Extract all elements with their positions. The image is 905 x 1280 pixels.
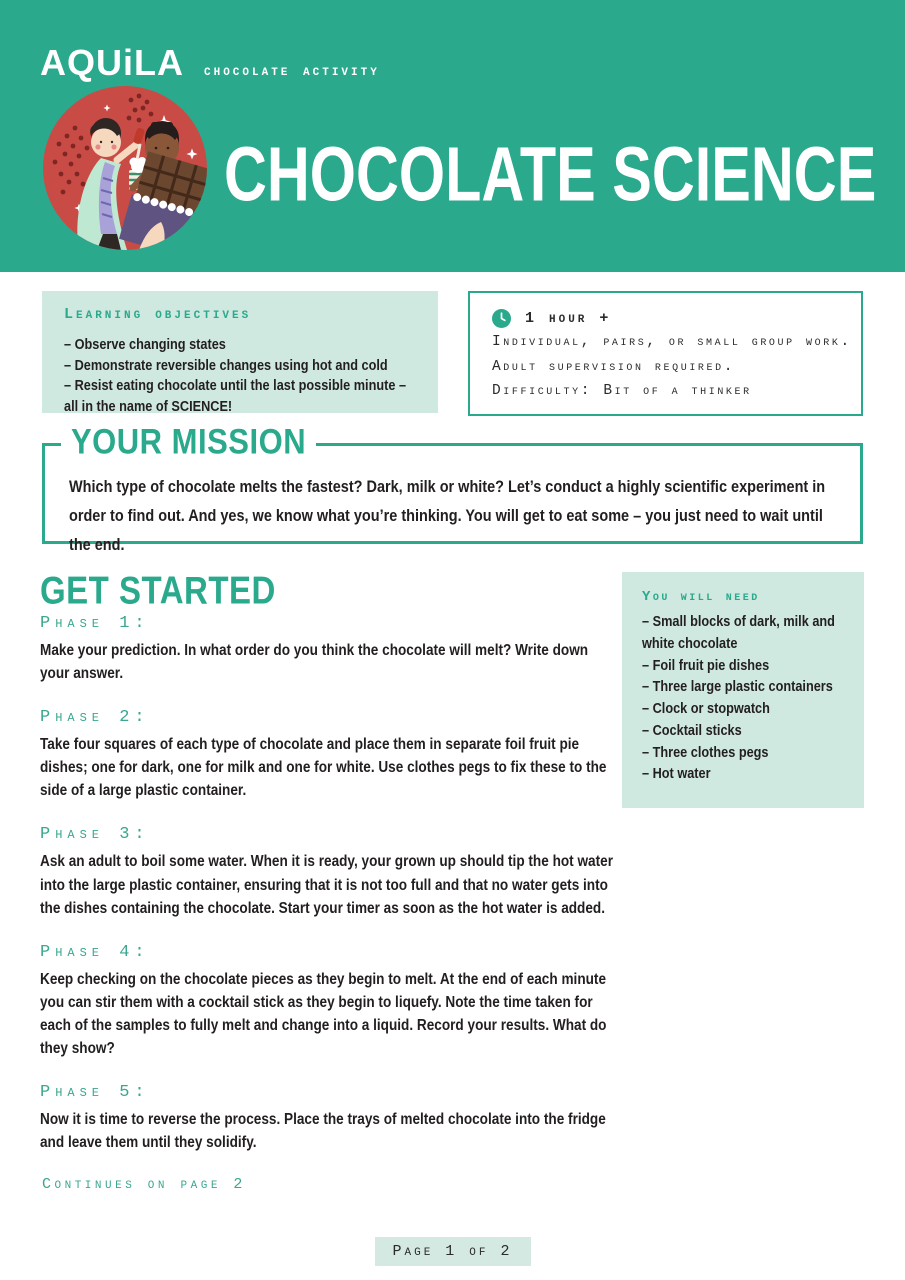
phase-body: Ask an adult to boil some water. When it is ready, your grown up should tip the hot water into the large plastic container, ensuring that it is not too full and that no water gets into the dishes containing the chocolate. Start your timer as soon as the hot water is added. <box>40 853 614 917</box>
need-item: – Foil fruit pie dishes <box>642 657 770 674</box>
need-item: – Clock or stopwatch <box>642 701 770 717</box>
phase-block <box>40 614 618 685</box>
learning-objectives-box <box>42 291 438 413</box>
duration-row <box>492 309 839 328</box>
phase-block <box>40 1083 618 1154</box>
need-item: – Three large plastic containers <box>642 679 833 696</box>
phase-label: Phase 4: <box>40 942 150 962</box>
phase-body: Take four squares of each type of chocolate and place them in separate foil fruit pie dishes; one for dark, one for milk and one for white. Use clothes pegs to fix these to the side of a large plastic container. <box>40 736 607 800</box>
need-item: – Small blocks of dark, milk and white chocolate <box>642 614 835 652</box>
you-will-need-list <box>642 612 844 786</box>
you-will-need-heading: You will need <box>642 589 760 605</box>
phase-body: Keep checking on the chocolate pieces as they begin to melt. At the end of each minute you can stir them with a cocktail stick as they begin to liquefy. Note the time taken for each of the samples to fully melt and change into a liquid. Record your results. What do they show? <box>40 970 607 1058</box>
get-started-heading: GET STARTED <box>40 568 276 612</box>
header-banner <box>0 0 905 272</box>
objective-item: – Demonstrate reversible changes using hot and cold <box>64 357 388 374</box>
you-will-need-box <box>622 572 864 808</box>
header-illustration <box>43 86 207 250</box>
phase-label: Phase 3: <box>40 825 150 845</box>
mission-text: Which type of chocolate melts the fastest? Dark, milk or white? Let’s conduct a highly scientific experiment in order to find out. And yes, we know what you’re thinking. You will get to eat some – you just need to wait until the end. <box>69 478 826 554</box>
info-line: Adult supervision required. <box>492 358 736 375</box>
mission-heading: YOUR MISSION <box>61 421 316 462</box>
need-item: – Three clothes pegs <box>642 744 769 761</box>
continues-note: Continues on page 2 <box>42 1176 246 1193</box>
duration-label: 1 hour + <box>525 310 612 327</box>
phase-block <box>40 943 618 1060</box>
learning-objectives-list <box>64 335 416 417</box>
objective-item: – Observe changing states <box>64 337 226 353</box>
info-line: Individual, pairs, or small group work. <box>492 334 852 350</box>
info-line: Difficulty: Bit of a thinker <box>492 383 752 399</box>
phase-block <box>40 825 618 919</box>
phase-label: Phase 1: <box>40 614 150 633</box>
phase-label: Phase 2: <box>40 708 150 728</box>
brand-tagline: chocolate activity <box>204 62 380 80</box>
mission-section <box>42 421 863 554</box>
phase-body: Make your prediction. In what order do you think the chocolate will melt? Write down your answer. <box>40 642 589 683</box>
phase-body: Now it is time to reverse the process. Place the trays of melted chocolate into the fridge and leave them until they solidify. <box>40 1111 606 1152</box>
learning-objectives-heading: Learning objectives <box>64 306 252 323</box>
clock-icon <box>492 309 511 328</box>
need-item: – Cocktail sticks <box>642 722 742 739</box>
phase-block <box>40 708 618 802</box>
brand-row <box>40 42 380 84</box>
page-title: CHOCOLATE SCIENCE <box>224 131 877 218</box>
phases-column <box>40 614 618 1177</box>
aquila-logo: AQUiLA <box>40 42 184 83</box>
phase-label: Phase 5: <box>40 1083 150 1103</box>
need-item: – Hot water <box>642 766 711 783</box>
activity-info-box <box>468 291 863 416</box>
objective-item: – Resist eating chocolate until the last possible minute – all in the name of SCIENCE! <box>64 378 407 415</box>
page-number-badge: Page 1 of 2 <box>374 1237 530 1266</box>
